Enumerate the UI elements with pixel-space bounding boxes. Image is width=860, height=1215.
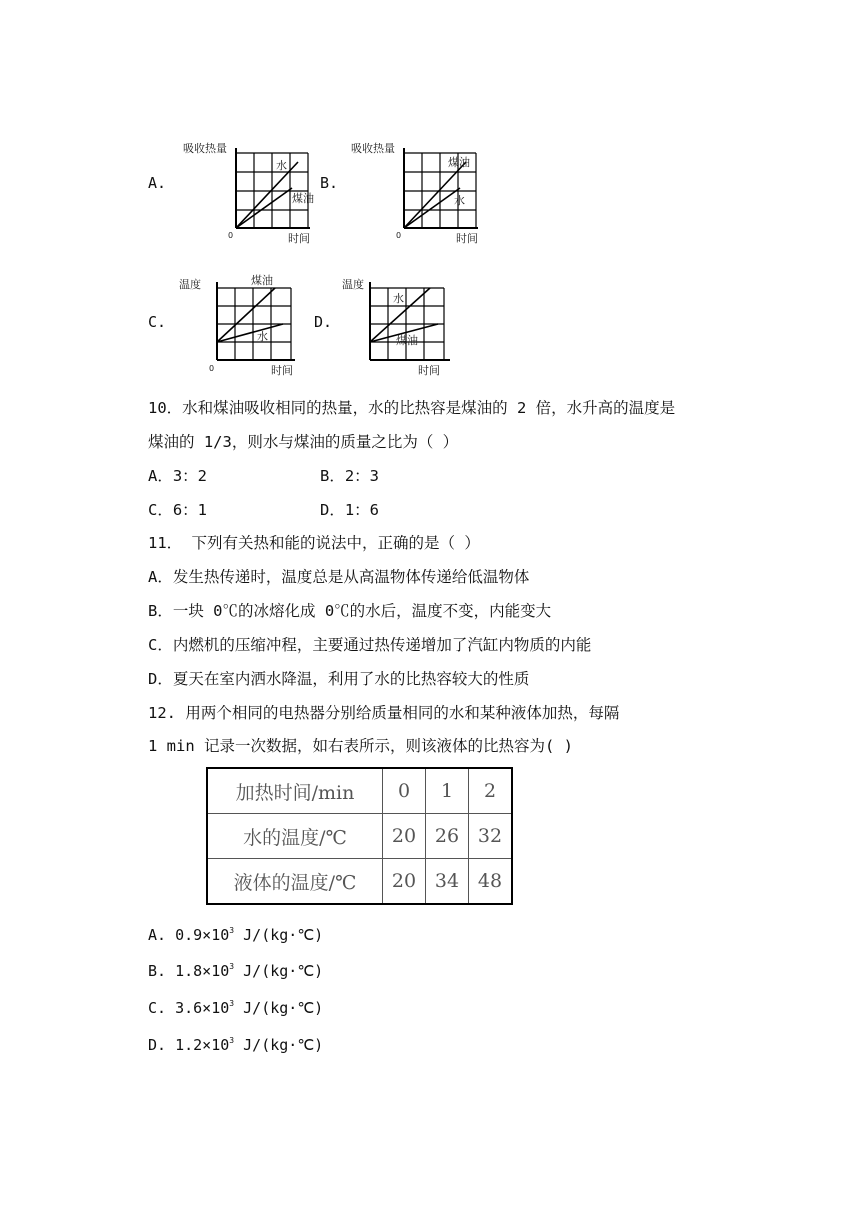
q10-option-b[interactable]: B．2：3 [320,467,379,485]
graph-c-origin: 0 [209,364,215,373]
graph-c-upper: 煤油 [251,274,273,287]
exponent: 3 [229,962,235,971]
q10-option-a[interactable]: A．3：2 [148,467,207,485]
q12-option-c[interactable] [148,999,323,1017]
table-cell: 液体的温度/℃ [207,859,383,905]
table-row [207,814,512,859]
q12-option-d-unit: J/(kg·℃) [234,1036,324,1054]
q12-stem-line1: 12. 用两个相同的电热器分别给质量相同的水和某种液体加热，每隔 [148,704,620,722]
heating-data-table [206,767,513,905]
q12-option-a[interactable] [148,926,323,944]
table-cell: 48 [469,859,513,905]
q11-option-c[interactable]: C．内燃机的压缩冲程，主要通过热传递增加了汽缸内物质的内能 [148,636,592,654]
exponent: 3 [229,999,235,1008]
graph-d-lower: 煤油 [396,334,418,347]
graph-c-ylabel: 温度 [179,278,201,291]
graph-c-lower: 水 [257,330,268,343]
q11-option-d[interactable]: D．夏天在室内洒水降温，利用了水的比热容较大的性质 [148,670,530,688]
q10-option-d[interactable]: D．1：6 [320,501,379,519]
q12-option-c-value: C. 3.6×10 [148,999,230,1017]
graph-d [338,272,473,384]
q12-option-b[interactable] [148,962,323,980]
q10-stem-line1: 10．水和煤油吸收相同的热量，水的比热容是煤油的 2 倍，水升高的温度是 [148,399,676,417]
graph-a-origin: 0 [228,231,234,240]
graph-b-upper: 煤油 [448,156,470,169]
option-a-label[interactable]: A. [148,174,167,192]
table-cell: 32 [469,814,513,859]
option-c-label[interactable]: C. [148,313,167,331]
q12-option-b-unit: J/(kg·℃) [234,962,324,980]
graph-b-lower: 水 [454,194,465,207]
graph-c [175,272,310,384]
graph-a-xlabel: 时间 [288,232,310,245]
q11-option-b[interactable]: B．一块 0℃的冰熔化成 0℃的水后，温度不变，内能变大 [148,602,552,620]
q12-option-d-value: D. 1.2×10 [148,1036,230,1054]
graph-a-ylabel: 吸收热量 [183,142,227,155]
q12-option-a-value: A. 0.9×10 [148,926,230,944]
q12-option-d[interactable] [148,1036,323,1054]
exponent: 3 [229,1036,235,1045]
option-d-label[interactable]: D. [314,313,333,331]
graph-b-ylabel: 吸收热量 [351,142,395,155]
graph-b-xlabel: 时间 [456,232,478,245]
table-cell: 2 [469,768,513,814]
table-row [207,859,512,905]
table-cell: 20 [383,859,426,905]
table-cell: 0 [383,768,426,814]
q12-option-c-unit: J/(kg·℃) [234,999,324,1017]
exponent: 3 [229,926,235,935]
graph-d-upper: 水 [393,292,404,305]
table-cell: 20 [383,814,426,859]
q10-option-c[interactable]: C．6：1 [148,501,207,519]
graph-b [348,140,483,249]
table-row [207,768,512,814]
option-b-label[interactable]: B. [320,174,339,192]
table-cell: 34 [426,859,469,905]
table-cell: 26 [426,814,469,859]
table-cell: 水的温度/℃ [207,814,383,859]
graph-a-lower: 煤油 [292,192,314,205]
graph-d-ylabel: 温度 [342,278,364,291]
graph-a [180,140,315,249]
graph-b-origin: 0 [396,231,402,240]
graph-d-xlabel: 时间 [418,364,440,377]
q11-option-a[interactable]: A．发生热传递时，温度总是从高温物体传递给低温物体 [148,568,530,586]
q12-stem-line2: 1 min 记录一次数据，如右表所示，则该液体的比热容为( ) [148,737,573,755]
q12-option-a-unit: J/(kg·℃) [234,926,324,944]
q11-stem: 11． 下列有关热和能的说法中，正确的是（ ） [148,534,480,552]
graph-c-xlabel: 时间 [271,364,293,377]
q10-stem-line2: 煤油的 1/3，则水与煤油的质量之比为（ ） [148,433,459,451]
graph-a-upper: 水 [276,159,287,172]
table-cell: 加热时间/min [207,768,383,814]
table-cell: 1 [426,768,469,814]
q12-option-b-value: B. 1.8×10 [148,962,230,980]
